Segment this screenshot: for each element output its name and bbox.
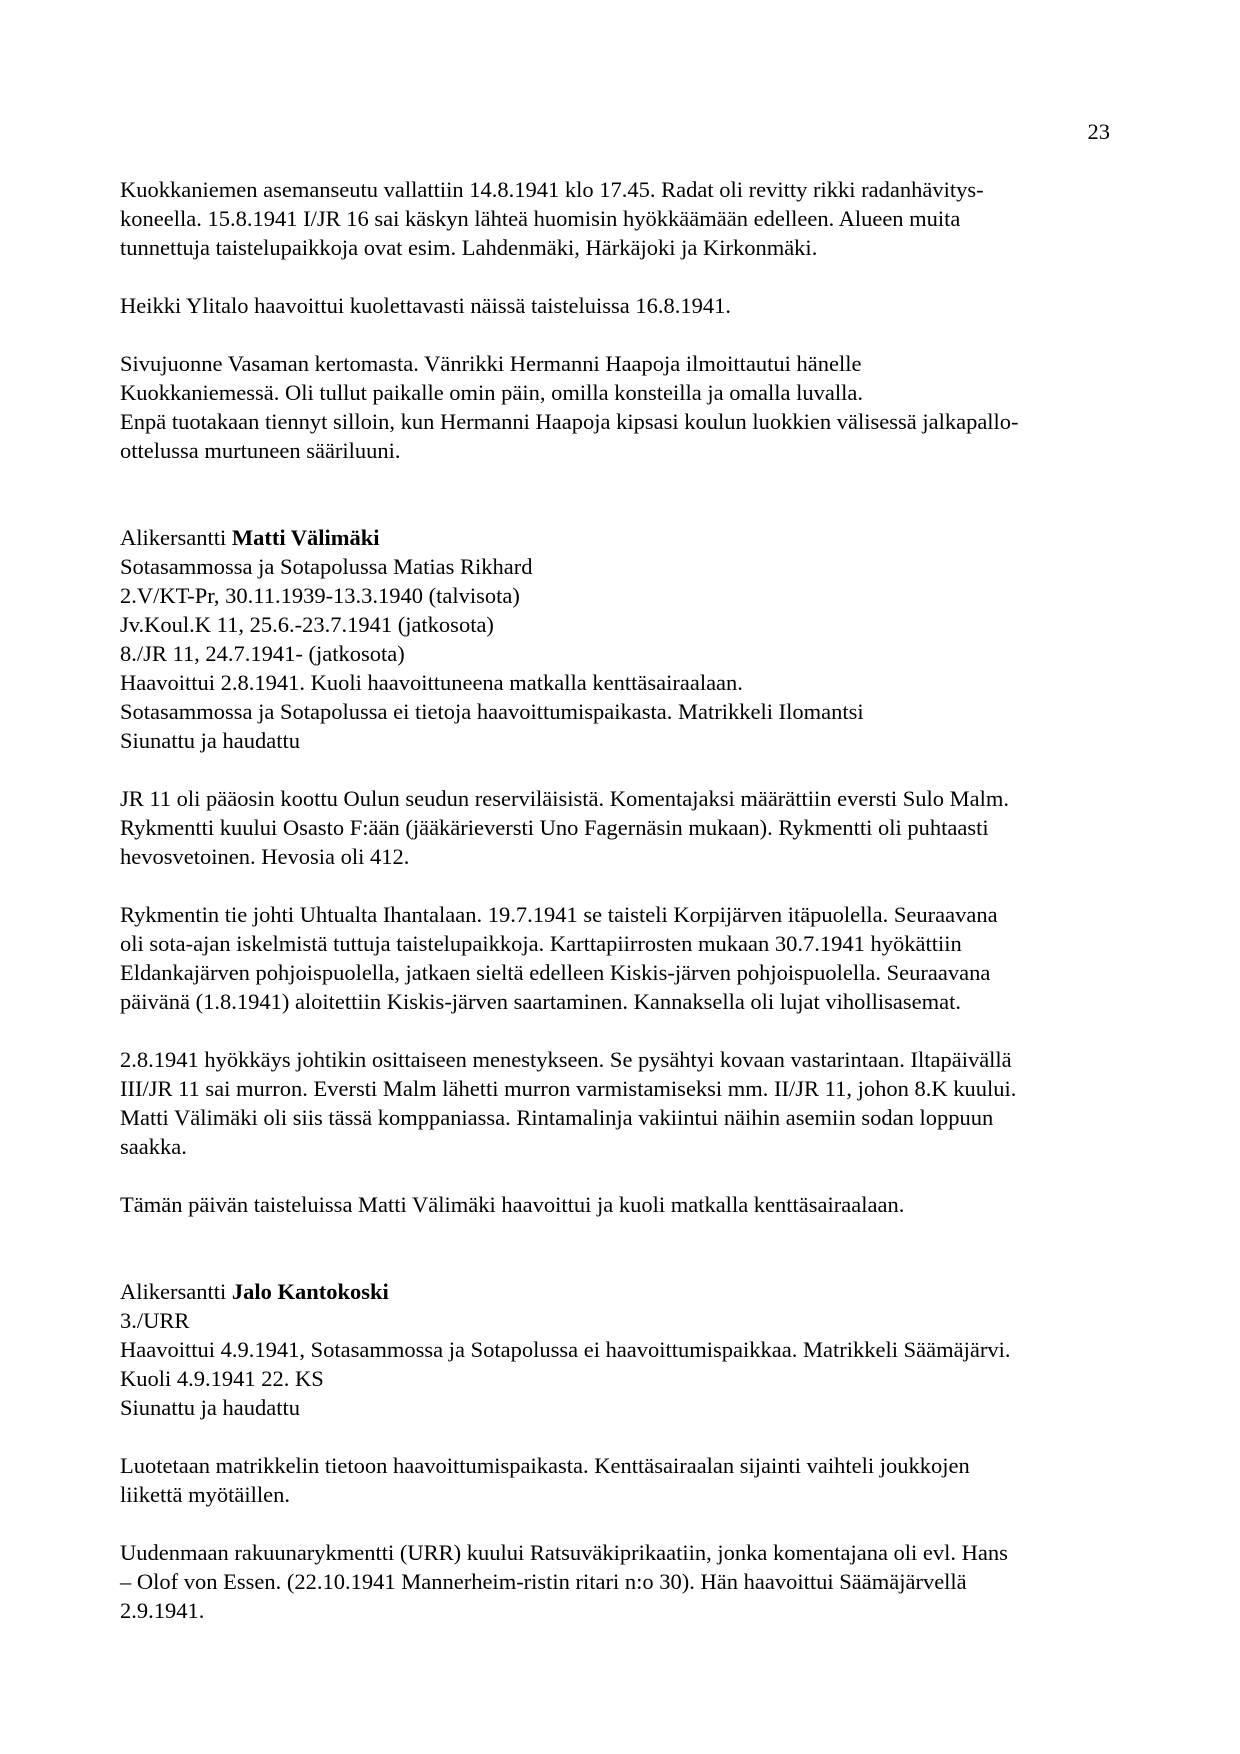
text-line: – Olof von Essen. (22.10.1941 Mannerheim-ristin ritari n:o 30). Hän haavoittui Säämäjärvellä — [120, 1569, 967, 1594]
text-line: Sotasammossa ja Sotapolussa Matias Rikhard — [120, 554, 533, 579]
text-line: 2.8.1941 hyökkäys johtikin osittaiseen menestykseen. Se pysähtyi kovaan vastarintaan. Iltapäivällä — [120, 1047, 1012, 1072]
text-line: 3./URR — [120, 1308, 190, 1333]
text-line: Haavoittui 2.8.1941. Kuoli haavoittuneena matkalla kenttäsairaalaan. — [120, 670, 743, 695]
text-line: Tämän päivän taisteluissa Matti Välimäki haavoittui ja kuoli matkalla kenttäsairaalaan. — [120, 1192, 905, 1217]
text-line: 8./JR 11, 24.7.1941- (jatkosota) — [120, 641, 405, 666]
text-line: 2.V/KT-Pr, 30.11.1939-13.3.1940 (talvisota) — [120, 583, 520, 608]
text-line: Jv.Koul.K 11, 25.6.-23.7.1941 (jatkosota) — [120, 612, 494, 637]
paragraph — [120, 349, 1120, 465]
text-line: koneella. 15.8.1941 I/JR 16 sai käskyn lähteä huomisin hyökkäämään edelleen. Alueen muita — [120, 206, 961, 231]
person-name: Matti Välimäki — [231, 525, 380, 550]
paragraph — [120, 291, 1120, 320]
text-line: 2.9.1941. — [120, 1598, 205, 1623]
text-line: Eldankajärven pohjoispuolella, jatkaen sieltä edelleen Kiskis-järven pohjoispuolella. Seuraavana — [120, 960, 991, 985]
paragraph — [120, 1451, 1120, 1509]
person-name: Jalo Kantokoski — [231, 1279, 389, 1304]
text-line: oli sota-ajan iskelmistä tuttuja taistelupaikkoja. Karttapiirrosten mukaan 30.7.1941 hyökättiin — [120, 931, 962, 956]
person-entry-valimaki — [120, 523, 1120, 755]
text-line: JR 11 oli pääosin koottu Oulun seudun reserviläisistä. Komentajaksi määrättiin eversti Sulo Malm. — [120, 786, 1010, 811]
rank: Alikersantti — [120, 1279, 232, 1304]
paragraph — [120, 784, 1120, 871]
text-line: Rykmentti kuului Osasto F:ään (jääkärieversti Uno Fagernäsin mukaan). Rykmentti oli puhtaasti — [120, 815, 989, 840]
text-line: Sivujuonne Vasaman kertomasta. Vänrikki Hermanni Haapoja ilmoittautui hänelle — [120, 351, 862, 376]
text-line: Rykmentin tie johti Uhtualta Ihantalaan. 19.7.1941 se taisteli Korpijärven itäpuolella. Seuraavana — [120, 902, 998, 927]
text-line: Haavoittui 4.9.1941, Sotasammossa ja Sotapolussa ei haavoittumispaikkaa. Matrikkeli Säämäjärvi. — [120, 1337, 1011, 1362]
text-line: Siunattu ja haudattu — [120, 1395, 300, 1420]
person-heading — [120, 523, 1120, 552]
text-line: ottelussa murtuneen sääriluuni. — [120, 438, 401, 463]
text-line: tunnettuja taistelupaikkoja ovat esim. Lahdenmäki, Härkäjoki ja Kirkonmäki. — [120, 235, 818, 260]
text-line: päivänä (1.8.1941) aloitettiin Kiskis-järven saartaminen. Kannaksella oli lujat vihollisasemat. — [120, 989, 962, 1014]
text-line: Kuokkaniemen asemanseutu vallattiin 14.8.1941 klo 17.45. Radat oli revitty rikki radanhävitys- — [120, 177, 984, 202]
person-heading — [120, 1277, 1120, 1306]
rank: Alikersantti — [120, 525, 232, 550]
paragraph — [120, 175, 1120, 262]
text-line: Sotasammossa ja Sotapolussa ei tietoja haavoittumispaikasta. Matrikkeli Ilomantsi — [120, 699, 864, 724]
paragraph — [120, 1538, 1120, 1625]
text-line: Enpä tuotakaan tiennyt silloin, kun Hermanni Haapoja kipsasi koulun luokkien välisessä jalkapallo- — [120, 409, 1019, 434]
paragraph — [120, 1190, 1120, 1219]
paragraph — [120, 900, 1120, 1016]
text-line: Uudenmaan rakuunarykmentti (URR) kuului Ratsuväkiprikaatiin, jonka komentajana oli evl. Hans — [120, 1540, 1008, 1565]
paragraph — [120, 1045, 1120, 1161]
text-line: saakka. — [120, 1134, 187, 1159]
text-line: Matti Välimäki oli siis tässä komppaniassa. Rintamalinja vakiintui näihin asemiin sodan loppuun — [120, 1105, 994, 1130]
text-line: Siunattu ja haudattu — [120, 728, 300, 753]
text-line: III/JR 11 sai murron. Eversti Malm lähetti murron varmistamiseksi mm. II/JR 11, johon 8.K kuului. — [120, 1076, 1017, 1101]
text-line: Luotetaan matrikkelin tietoon haavoittumispaikasta. Kenttäsairaalan sijainti vaihteli joukkojen — [120, 1453, 970, 1478]
person-entry-kantokoski — [120, 1277, 1120, 1422]
text-line: hevosvetoinen. Hevosia oli 412. — [120, 844, 410, 869]
document-body — [120, 175, 1120, 1654]
text-line: Kuokkaniemessä. Oli tullut paikalle omin päin, omilla konsteilla ja omalla luvalla. — [120, 380, 863, 405]
text-line: liikettä myötäillen. — [120, 1482, 290, 1507]
text-line: Kuoli 4.9.1941 22. KS — [120, 1366, 324, 1391]
page-number: 23 — [1087, 119, 1110, 144]
text-line: Heikki Ylitalo haavoittui kuolettavasti näissä taisteluissa 16.8.1941. — [120, 293, 731, 318]
